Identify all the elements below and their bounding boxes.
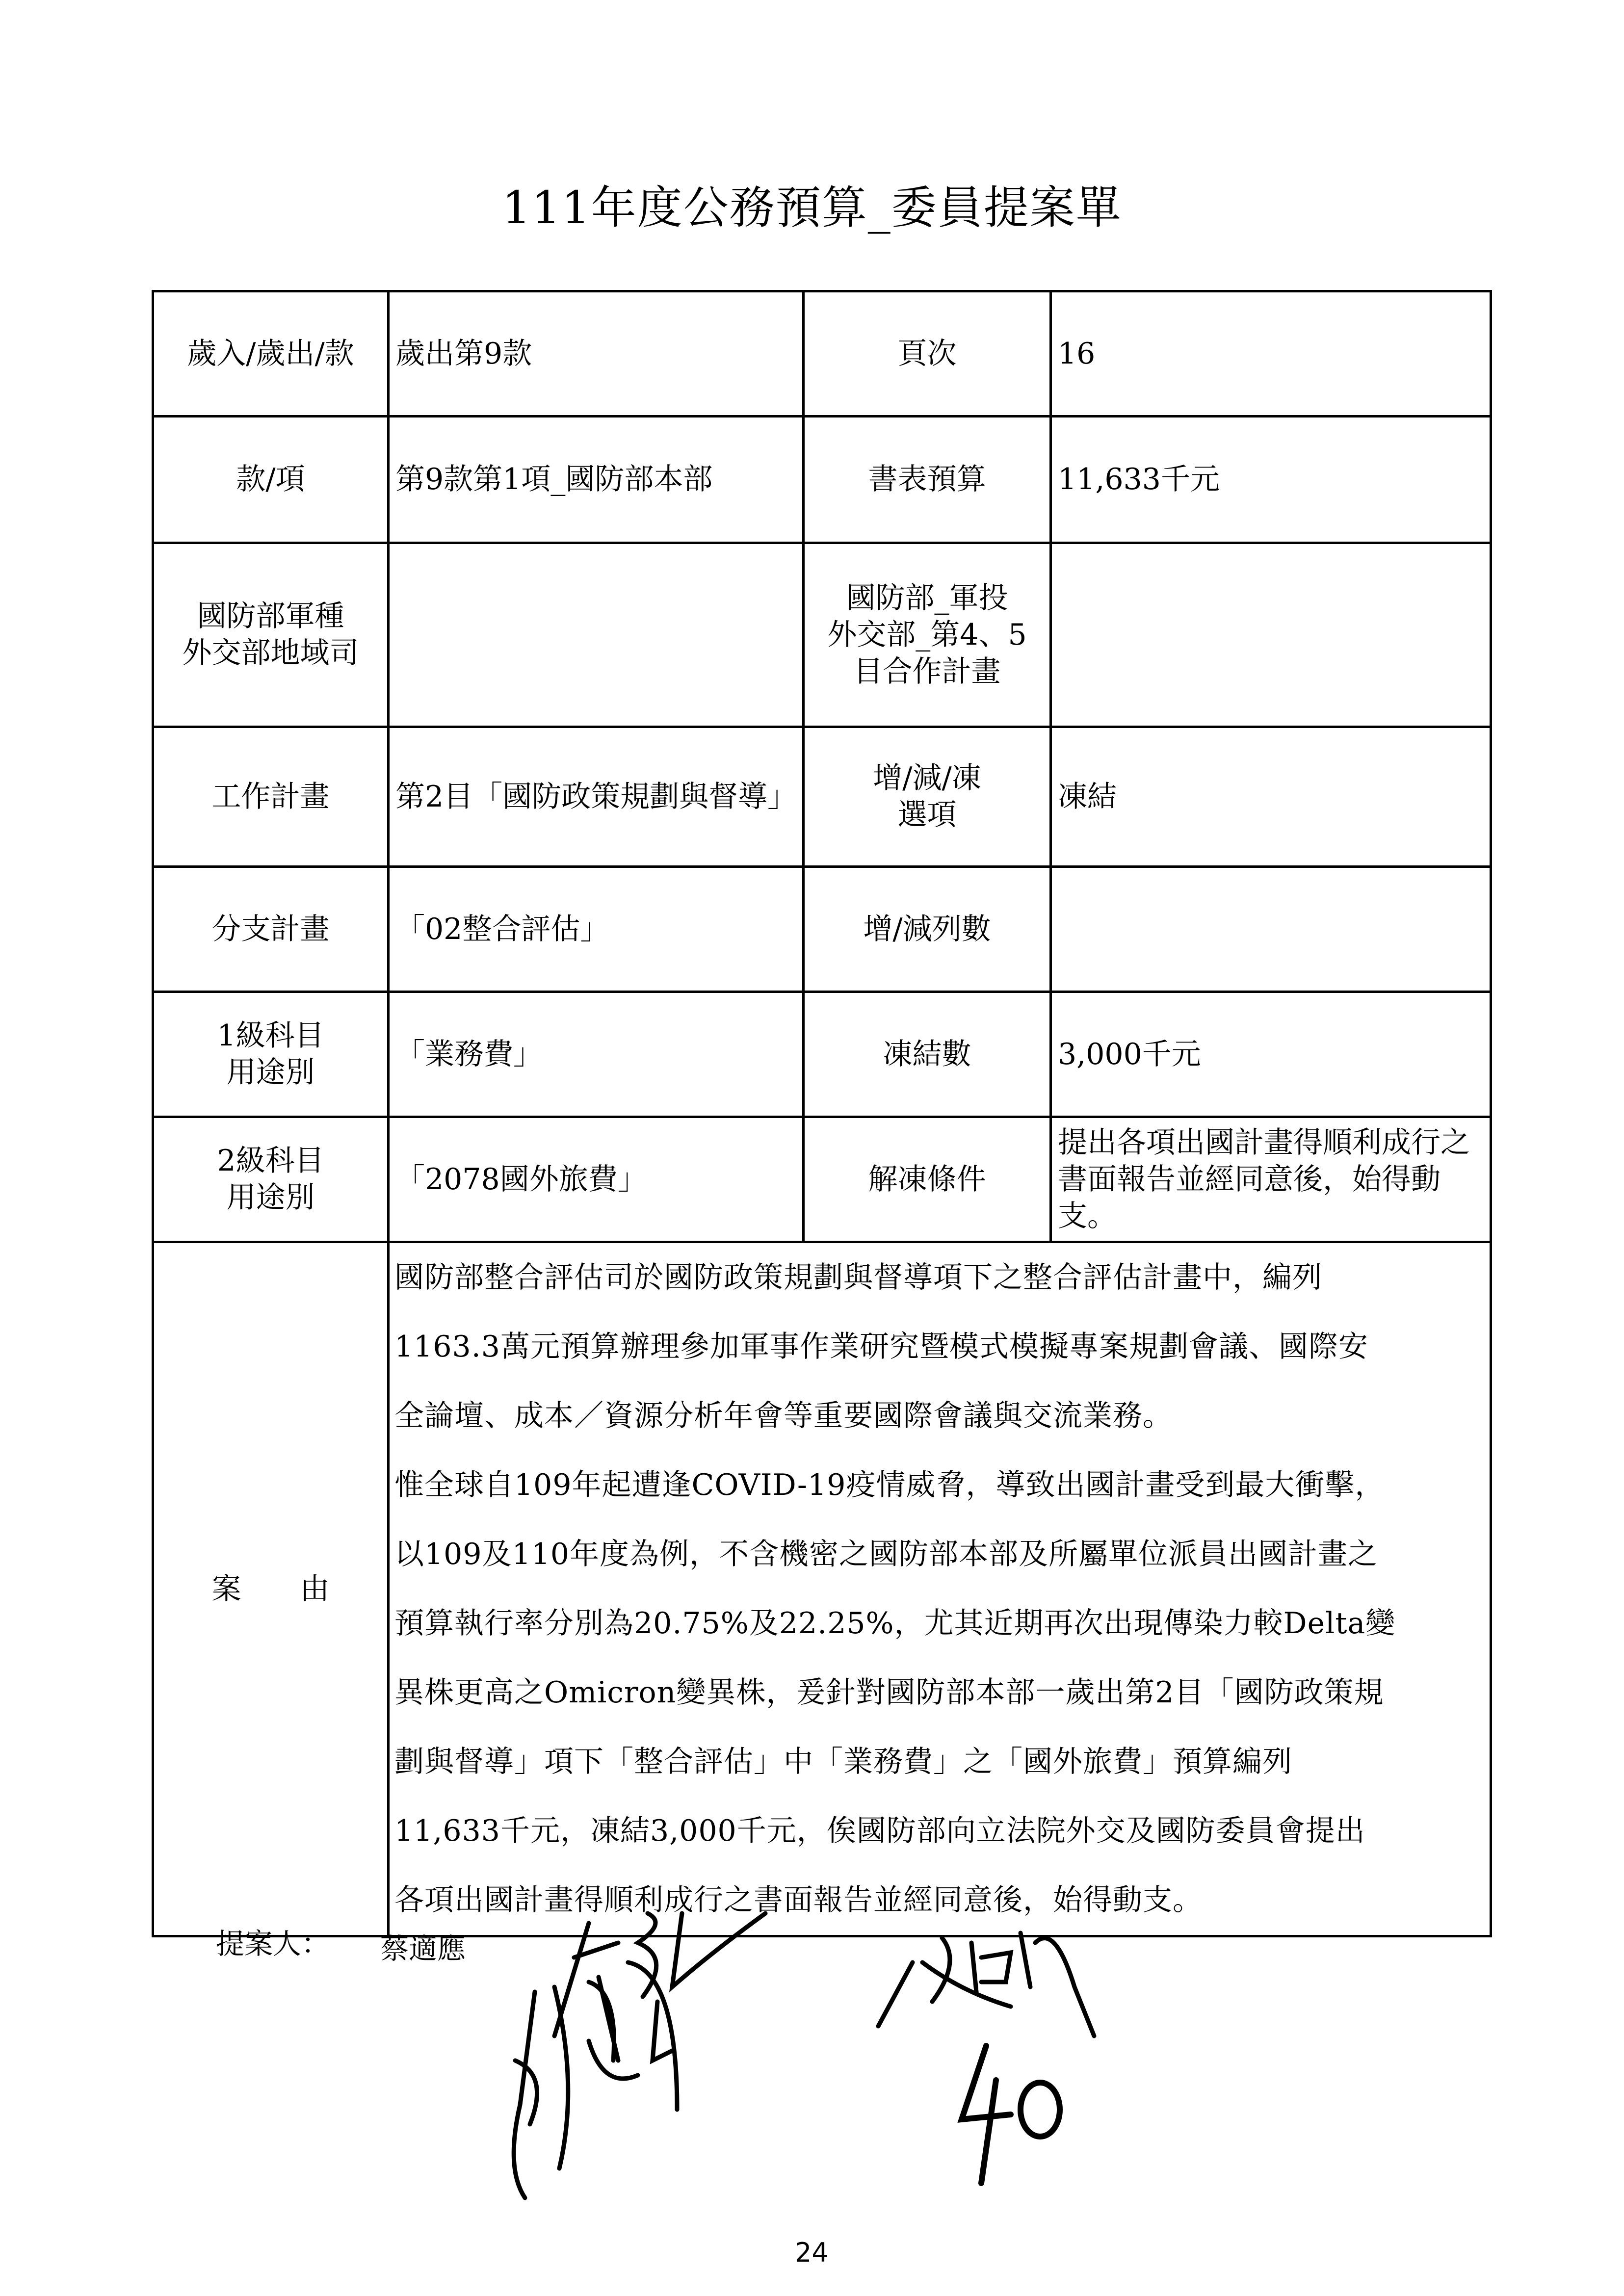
reason-line: 惟全球自109年起遭逢COVID-19疫情威脅，導致出國計畫受到最大衝擊，	[394, 1468, 1385, 1502]
field-value: 16	[1051, 291, 1491, 417]
field-value: 第9款第1項_國防部本部	[389, 417, 804, 543]
reason-line: 以109及110年度為例，不含機密之國防部本部及所屬單位派員出國計畫之	[394, 1537, 1378, 1571]
reason-line: 劃與督導」項下「整合評估」中「業務費」之「國外旅費」預算編列	[394, 1745, 1292, 1779]
proposer-label: 提案人：	[216, 1927, 330, 1960]
field-value: 第2目「國防政策規劃與督導」	[389, 727, 804, 867]
field-label: 凍結數	[804, 992, 1051, 1117]
page-number: 24	[795, 2237, 829, 2268]
reason-line: 預算執行率分別為20.75%及22.25%，尤其近期再次出現傳染力較Delta變	[394, 1606, 1396, 1641]
field-label: 歲入/歲出/款	[153, 291, 389, 417]
field-value: 「業務費」	[389, 992, 804, 1117]
field-value: 11,633千元	[1051, 417, 1491, 543]
handwritten-number-40	[962, 2046, 1060, 2183]
field-value: 歲出第9款	[389, 291, 804, 417]
field-label: 2級科目 用途別	[153, 1117, 389, 1242]
reason-label: 案 由	[153, 1242, 389, 1936]
field-value: 凍結	[1051, 727, 1491, 867]
field-label: 工作計畫	[153, 727, 389, 867]
reason-line: 全論壇、成本／資源分析年會等重要國際會議與交流業務。	[394, 1399, 1173, 1433]
signature-2	[878, 1933, 1094, 2036]
field-label: 增/減/凍 選項	[804, 727, 1051, 867]
document-title: 111年度公務預算_委員提案單	[502, 182, 1122, 234]
reason-line: 異株更高之Omicron變異株，爰針對國防部本部一歲出第2目「國防政策規	[394, 1675, 1384, 1710]
reason-line: 國防部整合評估司於國防政策規劃與督導項下之整合評估計畫中，編列	[394, 1260, 1322, 1295]
field-label: 書表預算	[804, 417, 1051, 543]
reason-line: 1163.3萬元預算辦理參加軍事作業研究暨模式模擬專案規劃會議、國際安	[394, 1330, 1368, 1364]
field-value: 「02整合評估」	[389, 867, 804, 992]
field-label: 1級科目 用途別	[153, 992, 389, 1117]
signature-3	[514, 1962, 677, 2198]
reason-line: 各項出國計畫得順利成行之書面報告並經同意後，始得動支。	[394, 1883, 1203, 1917]
proposer-name: 蔡適應	[380, 1932, 466, 1965]
field-label: 國防部軍種 外交部地域司	[153, 543, 389, 727]
field-label: 國防部_軍投 外交部_第4、5 目合作計畫	[804, 543, 1051, 727]
field-label: 款/項	[153, 417, 389, 543]
reason-line: 11,633千元，凍結3,000千元，俟國防部向立法院外交及國防委員會提出	[394, 1814, 1365, 1848]
field-label: 解凍條件	[804, 1117, 1051, 1242]
field-label: 頁次	[804, 291, 1051, 417]
field-value: 「2078國外旅費」	[389, 1117, 804, 1242]
field-label: 分支計畫	[153, 867, 389, 992]
field-label: 增/減列數	[804, 867, 1051, 992]
field-value: 提出各項出國計畫得順利成行之書面報告並經同意後，始得動支。	[1051, 1117, 1491, 1242]
field-value: 3,000千元	[1051, 992, 1491, 1117]
